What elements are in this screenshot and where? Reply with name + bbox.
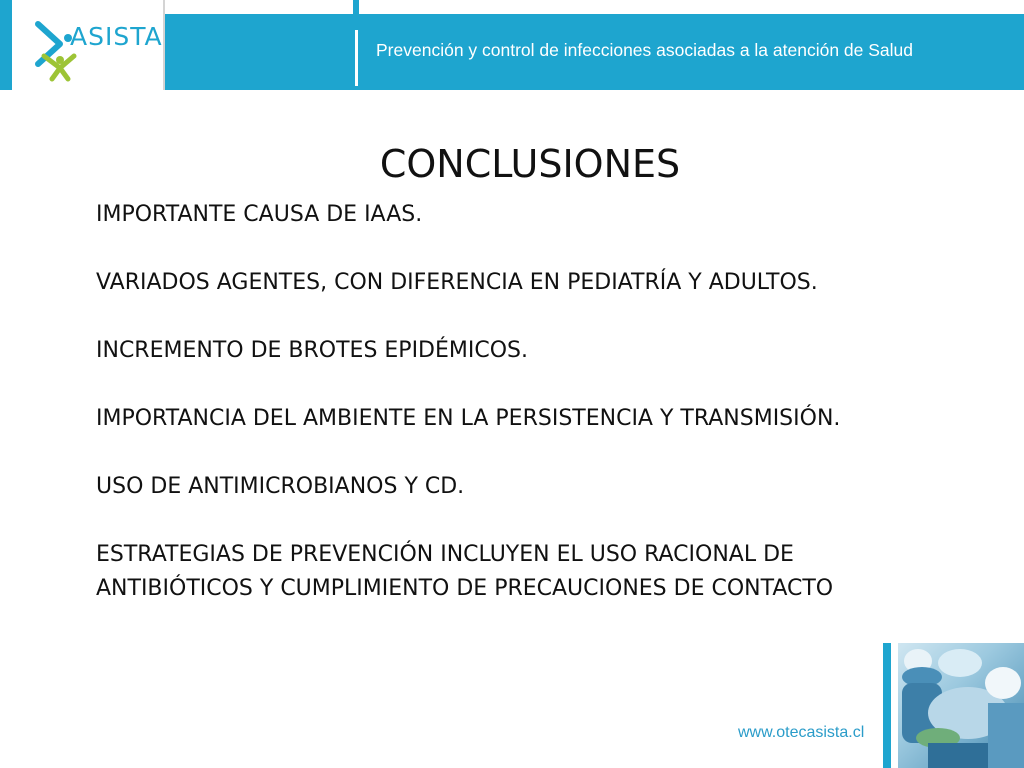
header-divider-line	[355, 30, 358, 86]
footer-website-url[interactable]: www.otecasista.cl	[738, 724, 865, 741]
conclusion-item: USO DE ANTIMICROBIANOS Y CD.	[96, 474, 465, 499]
conclusion-item: INCREMENTO DE BROTES EPIDÉMICOS.	[96, 338, 529, 363]
logo	[12, 0, 163, 90]
logo-text: ASISTA	[70, 22, 163, 51]
header-title: Prevención y control de infecciones asociadas a la atención de Salud	[376, 40, 914, 60]
header-left-edge	[0, 0, 12, 90]
surgeons-image-icon	[898, 643, 1024, 768]
conclusion-item: IMPORTANCIA DEL AMBIENTE EN LA PERSISTENCIA Y TRANSMISIÓN.	[96, 406, 841, 431]
conclusion-item: ESTRATEGIAS DE PREVENCIÓN INCLUYEN EL USO RACIONAL DE ANTIBIÓTICOS Y CUMPLIMIENTO DE PRECAUCIONES DE CONTACTO	[96, 542, 834, 601]
slide-title: CONCLUSIONES	[379, 142, 681, 186]
conclusions-list	[96, 198, 856, 640]
photo-accent-bar	[883, 643, 891, 768]
medical-team-photo	[898, 643, 1024, 768]
conclusion-item: IMPORTANTE CAUSA DE IAAS.	[96, 202, 423, 227]
header-band-left	[165, 14, 353, 90]
conclusion-item: VARIADOS AGENTES, CON DIFERENCIA EN PEDIATRÍA Y ADULTOS.	[96, 270, 818, 295]
